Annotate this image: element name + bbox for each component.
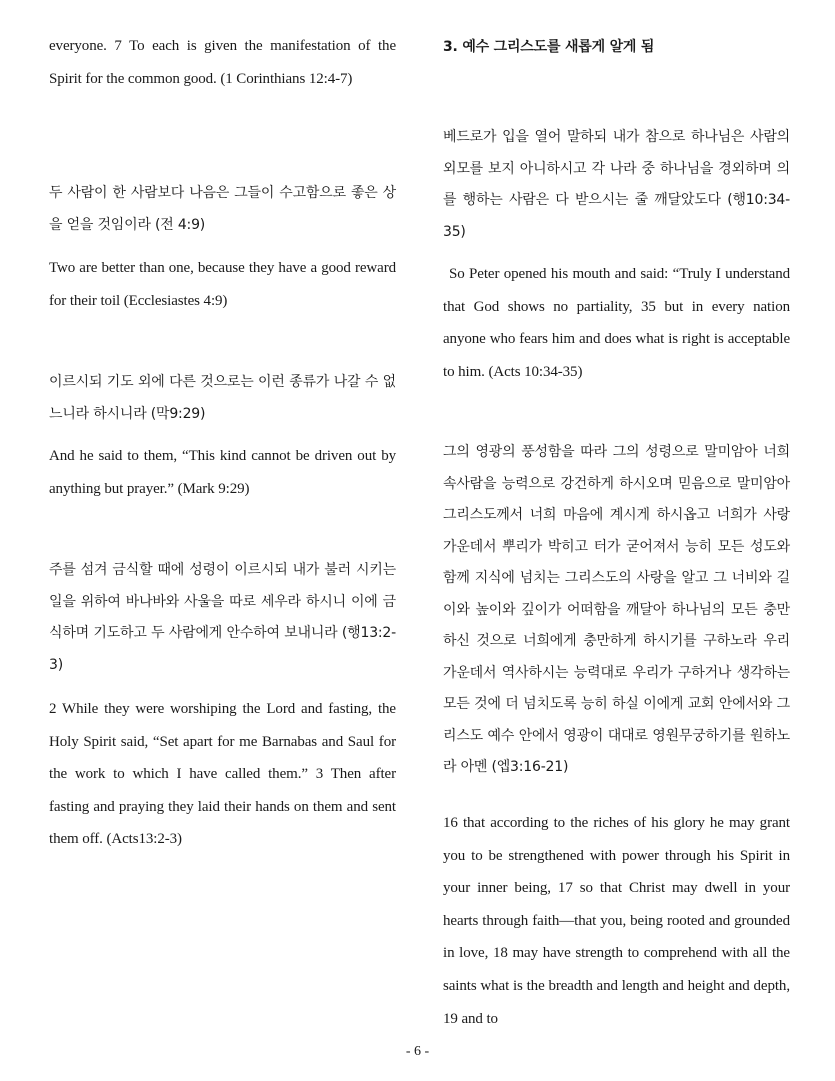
- ecclesiastes-korean-verse: 두 사람이 한 사람보다 나음은 그들이 수고함으로 좋은 상을 얻을 것임이라 (전 4:9): [49, 185, 396, 233]
- mark-korean-verse: 이르시되 기도 외에 다른 것으로는 이런 종류가 나갈 수 없느니라 하시니라 (막9:29): [49, 374, 396, 422]
- mark-english-verse: And he said to them, “This kind cannot be driven out by anything but prayer.” (Mark 9:29): [49, 448, 396, 497]
- acts13-english-verse: 2 While they were worshiping the Lord and fasting, the Holy Spirit said, “Set apart for me Barnabas and Saul for the work to which I have called them.” 3 Then after fasting and praying they laid their hands on them and sent them off. (Acts13:2-3): [49, 701, 396, 848]
- section-heading: 3. 예수 그리스도를 새롭게 알게 됨: [443, 39, 655, 55]
- acts10-english-verse: So Peter opened his mouth and said: “Truly I understand that God shows no partiality, 35 but in every nation anyone who fears him and does what is right is acceptable to him. (Acts 10:34-35): [443, 266, 790, 380]
- corinthians-english-continued: everyone. 7 To each is given the manifestation of the Spirit for the common good. (1 Corinthians 12:4-7): [49, 38, 396, 87]
- ecclesiastes-english-verse: Two are better than one, because they have a good reward for their toil (Ecclesiastes 4:9): [49, 260, 396, 309]
- ephesians-english-verse: 16 that according to the riches of his glory he may grant you to be strengthened with power through his Spirit in your inner being, 17 so that Christ may dwell in your hearts through faith—that you, being rooted and grounded in love, 18 may have strength to comprehend with all the saints what is the breadth and length and height and depth, 19 and to: [443, 815, 790, 1027]
- page-number: - 6 -: [405, 1044, 430, 1059]
- acts10-korean-verse: 베드로가 입을 열어 말하되 내가 참으로 하나님은 사람의 외모를 보지 아니하시고 각 나라 중 하나님을 경외하며 의를 행하는 사람은 다 받으시는 줄 깨달았도다 (행10:34-35): [443, 129, 790, 240]
- acts13-korean-verse: 주를 섬겨 금식할 때에 성령이 이르시되 내가 불러 시키는 일을 위하여 바나바와 사울을 따로 세우라 하시니 이에 금식하며 기도하고 두 사람에게 안수하여 보내니라 (행13:2-3): [49, 562, 396, 673]
- ephesians-korean-verse: 그의 영광의 풍성함을 따라 그의 성령으로 말미암아 너희 속사람을 능력으로 강건하게 하시오며 믿음으로 말미암아 그리스도께서 너희 마음에 계시게 하시옵고 너희가 사랑 가운데서 뿌리가 박히고 터가 굳어져서 능히 모든 성도와 함께 지식에 넘치는 그리스도의 사랑을 알고 그 너비와 길이와 높이와 깊이가 어떠함을 깨달아 하나님의 모든 충만하신 것으로 너희에게 충만하게 하시기를 구하노라 우리 가운데서 역사하시는 능력대로 우리가 구하거나 생각하는 모든 것에 더 넘치도록 능히 하실 이에게 교회 안에서와 그리스도 예수 안에서 영광이 대대로 영원무궁하기를 원하노라 아멘 (엡3:16-21): [443, 444, 790, 775]
